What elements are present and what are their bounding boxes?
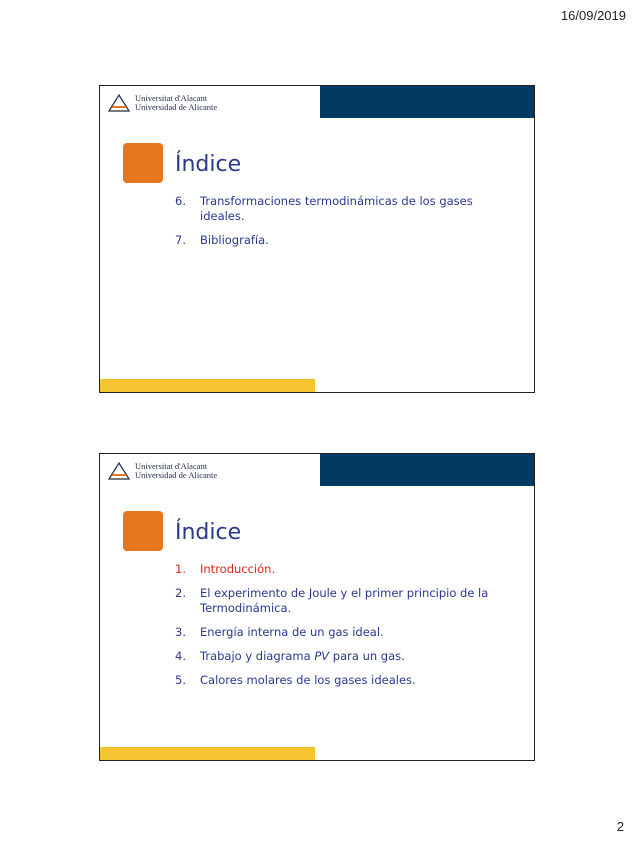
item-text-part: Trabajo y diagrama [200, 649, 315, 663]
footer-bar [100, 379, 315, 392]
item-text: Bibliografía. [200, 233, 269, 247]
item-number: 6. [175, 194, 186, 208]
item-text-part: para un gas. [329, 649, 405, 663]
header-bar [320, 86, 534, 118]
university-logo [108, 459, 217, 483]
index-list [175, 194, 515, 257]
item-number: 4. [175, 649, 186, 663]
index-list [175, 562, 515, 697]
page-number: 2 [616, 819, 624, 834]
slide-title: Índice [175, 520, 242, 545]
logo-line-1: Universitat d'Alacant [135, 92, 208, 103]
list-item [175, 673, 515, 688]
item-text: Introducción. [200, 562, 276, 576]
item-text-italic: PV [314, 649, 330, 663]
logo-line-2: Universidad de Alicante [135, 102, 218, 112]
logo-line-2: Universidad de Alicante [135, 470, 218, 480]
item-number: 1. [175, 562, 186, 576]
orange-accent-square [123, 511, 163, 551]
item-number: 5. [175, 673, 186, 687]
university-emblem-icon [108, 461, 130, 481]
list-item [175, 625, 515, 640]
page-date: 16/09/2019 [560, 8, 626, 23]
orange-accent-square [123, 143, 163, 183]
list-item [175, 233, 515, 248]
university-emblem-icon [108, 93, 130, 113]
slide-title: Índice [175, 152, 242, 177]
list-item [175, 586, 515, 616]
slide-1 [99, 85, 535, 393]
item-text: Energía interna de un gas ideal. [200, 625, 384, 639]
slide-2 [99, 453, 535, 761]
list-item [175, 194, 515, 224]
university-logo [108, 91, 217, 115]
item-number: 2. [175, 586, 186, 600]
list-item [175, 649, 515, 664]
item-number: 7. [175, 233, 186, 247]
header-bar [320, 454, 534, 486]
item-text [200, 649, 515, 664]
item-text: Transformaciones termodinámicas de los gases ideales. [200, 194, 473, 223]
item-text: Calores molares de los gases ideales. [200, 673, 416, 687]
item-text: El experimento de Joule y el primer principio de la Termodinámica. [200, 586, 489, 615]
logo-line-1: Universitat d'Alacant [135, 460, 208, 471]
list-item-current [175, 562, 515, 577]
item-number: 3. [175, 625, 186, 639]
footer-bar [100, 747, 315, 760]
